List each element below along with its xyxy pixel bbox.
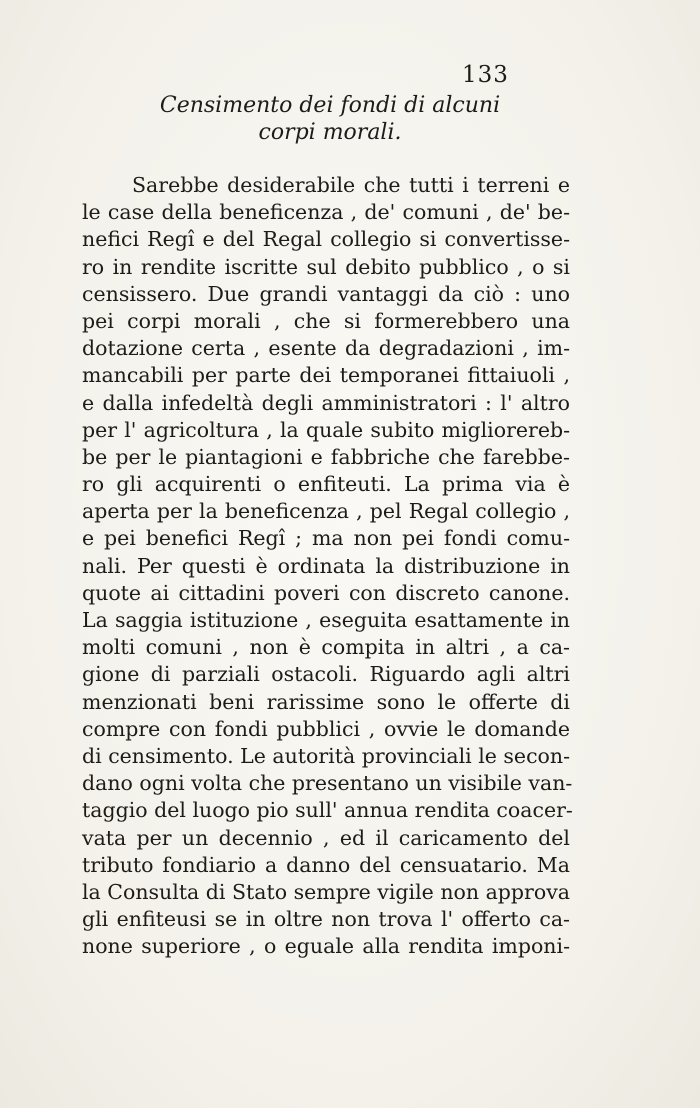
section-heading [110, 92, 550, 146]
text-line: per l' agricoltura , la quale subito migliorereb- [82, 417, 570, 442]
text-line: e dalla infedeltà degli amministratori : l' altro [82, 390, 570, 415]
text-line: la Consulta di Stato sempre vigile non approva [82, 879, 570, 904]
page-number: 133 [462, 62, 509, 88]
text-line: pei corpi morali , che si formerebbero una [82, 308, 570, 333]
text-line: censissero. Due grandi vantaggi da ciò : uno [82, 281, 570, 306]
text-line: La saggia istituzione , eseguita esattamente in [82, 608, 570, 632]
text-line: dotazione certa , esente da degradazioni , im- [82, 336, 570, 361]
text-line: mancabili per parte dei temporanei fittaiuoli , [82, 363, 570, 388]
text-line: taggio del luogo pio sull' annua rendita coacer- [82, 798, 573, 823]
text-line: ro in rendite iscritte sul debito pubblico , o si [82, 254, 570, 279]
text-line: none superiore , o eguale alla rendita imponi- [82, 934, 570, 959]
text-line: nefici Regî e del Regal collegio si convertisse- [82, 227, 570, 252]
text-line: ro gli acquirenti o enfiteuti. La prima via è [82, 472, 570, 497]
text-line: Sarebbe desiderabile che tutti i terreni e [132, 173, 570, 197]
text-line: gione di parziali ostacoli. Riguardo agli altri [82, 662, 570, 687]
text-line: e pei benefici Regî ; ma non pei fondi comu- [82, 526, 570, 551]
heading-line-2: corpi morali. [258, 120, 402, 145]
text-line: vata per un decennio , ed il caricamento del [82, 825, 570, 850]
text-line: dano ogni volta che presentano un visibile van- [82, 771, 573, 796]
text-line: molti comuni , non è compita in altri , a ca- [82, 635, 570, 660]
text-line: menzionati beni rarissime sono le offerte di [82, 689, 570, 714]
heading-line-1: Censimento dei fondi di alcuni [159, 93, 501, 118]
text-line: aperta per la beneficenza , pel Regal collegio , [82, 499, 570, 524]
text-line: tributo fondiario a danno del censuatario. Ma [82, 852, 570, 877]
text-line: quote ai cittadini poveri con discreto canone. [82, 580, 570, 605]
text-line: gli enfiteusi se in oltre non trova l' offerto ca- [82, 907, 570, 932]
text-line: compre con fondi pubblici , ovvie le domande [82, 716, 570, 741]
text-line: di censimento. Le autorità provinciali le secon- [82, 743, 571, 768]
body-paragraph [82, 172, 573, 960]
text-line: be per le piantagioni e fabbriche che farebbe- [82, 444, 570, 469]
text-line: nali. Per questi è ordinata la distribuzione in [82, 553, 570, 578]
text-line: le case della beneficenza , de' comuni , de' be- [82, 200, 570, 225]
